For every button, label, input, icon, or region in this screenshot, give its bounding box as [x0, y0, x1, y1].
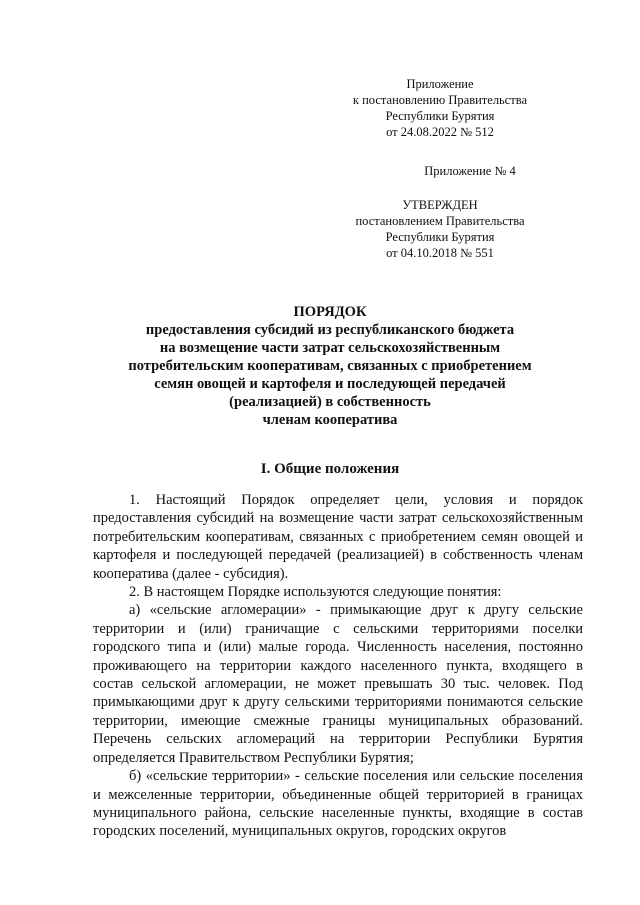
- approval-line: от 04.10.2018 № 551: [386, 246, 494, 260]
- paragraph: 2. В настоящем Порядке используются следующие понятия:: [129, 584, 502, 601]
- body-text: [93, 491, 583, 841]
- title-line: (реализацией) в собственность: [229, 394, 431, 410]
- annex-line: к постановлению Правительства: [352, 93, 528, 107]
- paragraph: б) «сельские территории» - сельские поселения или сельские поселения и межселенные территории, объединенные общей территорией в границах муниципального района, сельские населенные пункты, входящие в состав городских поселений, муниципальных округов, городских округов: [93, 768, 583, 840]
- title-line: потребительским кооперативам, связанных с приобретением: [128, 358, 532, 374]
- title-line: семян овощей и картофеля и последующей передачей: [154, 376, 506, 392]
- title-line: ПОРЯДОК: [293, 304, 367, 320]
- title-line: на возмещение части затрат сельскохозяйственным: [159, 340, 501, 356]
- paragraph: а) «сельские агломерации» - примыкающие друг к другу сельские территории и (или) граничащие с сельскими территориями поселки городского типа и (или) малые города. Численность населения, постоянно проживающего на территории каждого населенного пункта, входящего в состав сельской агломерации, не может превышать 30 тыс. человек. Под примыкающими друг к другу сельскими территориями понимаются сельские территории, имеющие смежные границы муниципальных образований. Перечень сельских агломераций на территории Республики Бурятия определяется Правительством Республики Бурятия;: [93, 602, 583, 766]
- annex-line: Приложение: [406, 77, 474, 91]
- annex-reference-block: [310, 76, 570, 140]
- approval-line: Республики Бурятия: [385, 230, 495, 244]
- approval-block: [310, 197, 570, 261]
- document-title: [100, 303, 560, 429]
- approval-line: постановлением Правительства: [355, 214, 525, 228]
- title-line: предоставления субсидий из республиканского бюджета: [145, 322, 515, 338]
- section-heading: I. Общие положения: [260, 461, 400, 477]
- annex-line: от 24.08.2022 № 512: [386, 125, 494, 139]
- annex-line: Республики Бурятия: [385, 109, 495, 123]
- approval-line: УТВЕРЖДЕН: [402, 198, 478, 212]
- paragraph: 1. Настоящий Порядок определяет цели, условия и порядок предоставления субсидий на возмещение части затрат сельскохозяйственным потребительским кооперативам, связанных с приобретением семян овощей и картофеля и последующей передачей (реализацией) в собственность членам кооператива (далее - субсидия).: [93, 492, 583, 582]
- title-line: членам кооператива: [262, 412, 398, 428]
- annex-number: Приложение № 4: [424, 164, 516, 178]
